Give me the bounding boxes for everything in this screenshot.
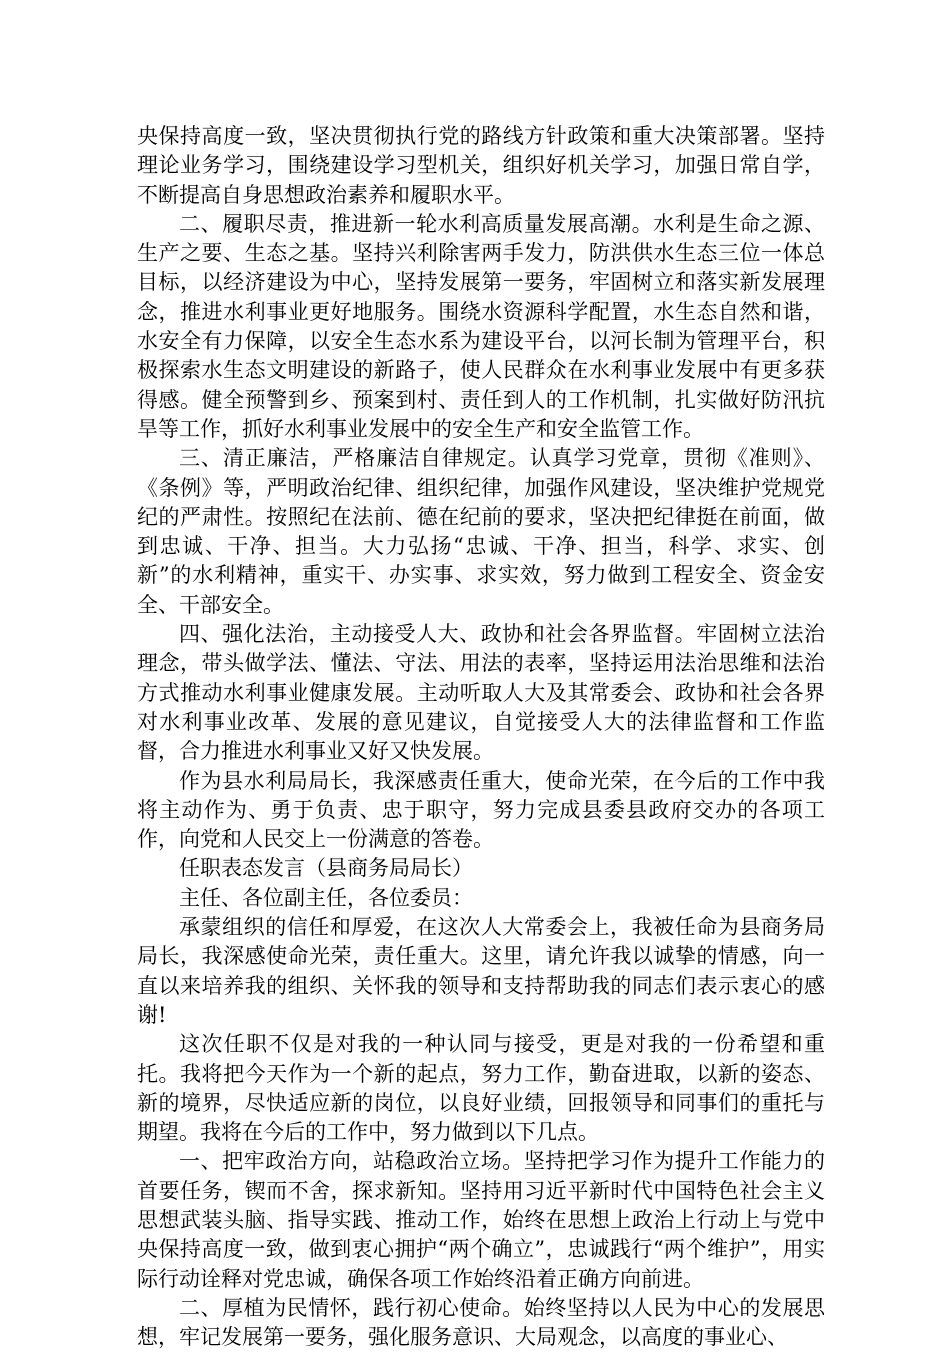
paragraph-political-direction: 一、把牢政治方向，站稳政治立场。坚持把学习作为提升工作能力的首要任务，锲而不舍，探求新知。坚持用习近平新时代中国特色社会主义思想武装头脑、指导实践、推动工作，始终在思想上政治上行动上与党中央保持高度一致，做到衷心拥护“两个确立”，忠诚践行“两个维护”，用实际行动诠释对党忠诚，确保各项工作始终沿着正确方向前进。 (137, 1149, 825, 1291)
paragraph-duty: 二、履职尽责，推进新一轮水利高质量发展高潮。水利是生命之源、生产之要、生态之基。坚持兴利除害两手发力，防洪供水生态三位一体总目标，以经济建设为中心，坚持发展第一要务，牢固树立和落实新发展理念，推进水利事业更好地服务。围绕水资源科学配置，水生态自然和谐，水安全有力保障，以安全生态水系为建设平台，以河长制为管理平台，积极探索水生态文明建设的新路子，使人民群众在水利事业发展中有更多获得感。健全预警到乡、预案到村、责任到人的工作机制，扎实做好防汛抗旱等工作，抓好水利事业发展中的安全生产和安全监管工作。 (137, 211, 825, 441)
section-title: 任职表态发言（县商务局局长） (179, 856, 473, 881)
paragraph-rule-of-law: 四、强化法治，主动接受人大、政协和社会各界监督。牢固树立法治理念，带头做学法、懂法、守法、用法的表率，坚持运用法治思维和法治方式推动水利事业健康发展。主动听取人大及其常委会、政协和社会各界对水利事业改革、发展的意见建议，自觉接受人大的法律监督和工作监督，合力推进水利事业又好又快发展。 (137, 622, 825, 764)
paragraph-integrity: 三、清正廉洁，严格廉洁自律规定。认真学习党章，贯彻《准则》、《条例》等，严明政治纪律、组织纪律，加强作风建设，坚决维护党规党纪的严肃性。按照纪在法前、德在纪前的要求，坚决把纪律挺在前面，做到忠诚、干净、担当。大力弘扬“忠诚、干净、担当，科学、求实、创新”的水利精神，重实干、办实事、求实效，努力做到工程安全、资金安全、干部安全。 (137, 446, 825, 617)
salutation: 主任、各位副主任，各位委员： (179, 885, 473, 910)
paragraph-thanks: 承蒙组织的信任和厚爱，在这次人大常委会上，我被任命为县商务局局长，我深感使命光荣，责任重大。这里，请允许我以诚挚的情感，向一直以来培养我的组织、关怀我的领导和支持帮助我的同志们表示衷心的感谢! (137, 915, 825, 1027)
document-page (137, 122, 825, 1352)
paragraph-commitment: 这次任职不仅是对我的一种认同与接受，更是对我的一份希望和重托。我将把今天作为一个新的起点，努力工作，勤奋进取，以新的姿态、新的境界，尽快适应新的岗位，以良好业绩，回报领导和同事们的重托与期望。我将在今后的工作中，努力做到以下几点。 (137, 1032, 825, 1145)
paragraph-continuation: 央保持高度一致，坚决贯彻执行党的路线方针政策和重大决策部署。坚持理论业务学习，围绕建设学习型机关，组织好机关学习，加强日常自学，不断提高自身思想政治素养和履职水平。 (137, 124, 825, 207)
paragraph-people-first: 二、厚植为民情怀，践行初心使命。始终坚持以人民为中心的发展思想，牢记发展第一要务，强化服务意识、大局观念，以高度的事业心、 (137, 1295, 825, 1350)
paragraph-closing: 作为县水利局局长，我深感责任重大，使命光荣，在今后的工作中我将主动作为、勇于负责、忠于职守，努力完成县委县政府交办的各项工作，向党和人民交上一份满意的答卷。 (137, 768, 825, 852)
